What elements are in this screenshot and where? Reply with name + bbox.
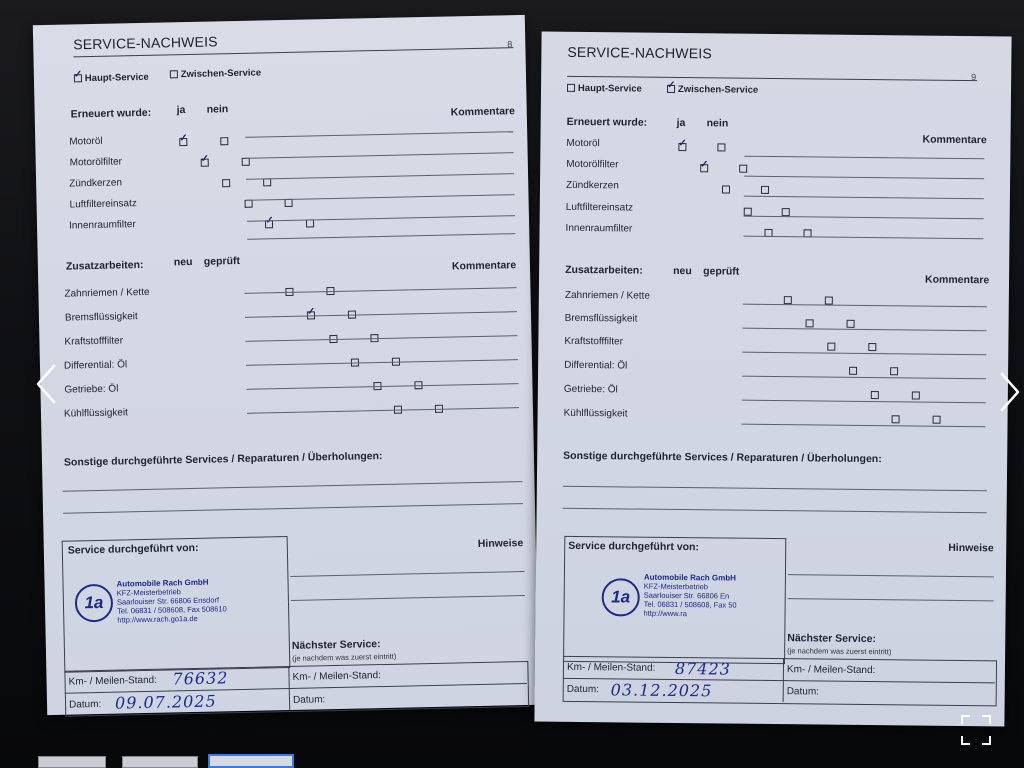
comment-line — [247, 407, 519, 414]
comment-line — [247, 233, 515, 240]
haupt-service-label: Haupt-Service — [84, 71, 149, 85]
checkbox-new[interactable] — [849, 367, 857, 375]
checkbox-yes[interactable] — [678, 143, 686, 151]
km-label: Km- / Meilen-Stand: — [68, 674, 158, 688]
col-new: neu — [673, 264, 692, 278]
stamp-line: Tel. 06831 / 508608, Fax 508610 — [117, 604, 227, 616]
booklet-page-right — [534, 32, 1011, 727]
service-type-zwischen — [170, 66, 261, 80]
stamp-name: Automobile Rach GmbH — [116, 577, 209, 589]
comment-header: Kommentare — [451, 259, 517, 273]
stamp-name: Automobile Rach GmbH — [643, 572, 736, 583]
comment-line — [743, 328, 987, 332]
checkbox-checked[interactable] — [933, 416, 941, 424]
renewed-header: Erneuert wurde: — [70, 106, 152, 121]
comment-line — [742, 352, 986, 356]
comment-line — [246, 152, 514, 159]
list-item: Bremsflüssigkeit — [564, 312, 638, 325]
haupt-service-label: Haupt-Service — [577, 82, 642, 95]
stamp-line: Saarlouiser Str. 66806 Ensdorf — [116, 595, 220, 607]
list-item: Zündkerzen — [565, 179, 619, 192]
list-item: Innenraumfilter — [68, 219, 136, 232]
col-new: neu — [173, 255, 193, 269]
thumbnail-active[interactable] — [208, 754, 294, 768]
other-services-line — [63, 503, 523, 514]
list-item: Zahnriemen / Kette — [564, 289, 650, 302]
garage-logo: 1a — [75, 584, 114, 623]
col-checked: geprüft — [203, 254, 241, 268]
list-item: Differential: Öl — [63, 359, 128, 372]
comment-header: Kommentare — [922, 133, 987, 147]
checkbox-checked[interactable] — [868, 343, 876, 351]
comment-line — [743, 236, 983, 240]
comment-line — [744, 216, 984, 220]
checkbox-no[interactable] — [220, 137, 228, 145]
zwischen-service-checkbox[interactable] — [667, 85, 675, 93]
list-item: Kraftstofffilter — [564, 335, 623, 348]
hints-label: Hinweise — [477, 537, 524, 551]
comment-line — [743, 304, 987, 308]
hints-line — [788, 598, 994, 601]
list-item: Getriebe: Öl — [563, 383, 618, 396]
checkbox-no[interactable] — [306, 220, 314, 228]
next-service-note: (je nachdem was zuerst eintritt) — [787, 646, 892, 657]
comment-line — [245, 311, 517, 318]
other-services-header: Sonstige durchgeführte Services / Reparaturen / Überholungen: — [63, 450, 383, 469]
list-item: Zündkerzen — [69, 177, 123, 190]
comment-line — [744, 196, 984, 200]
checkbox-no[interactable] — [739, 165, 747, 173]
comment-line — [246, 173, 514, 180]
date-value: 09.07.2025 — [114, 691, 217, 713]
page-number: 9 — [971, 72, 977, 83]
next-service-label: Nächster Service: — [291, 638, 381, 652]
comment-header: Kommentare — [924, 273, 990, 287]
thumbnail-strip — [0, 754, 1024, 768]
booklet-page-left — [33, 15, 539, 715]
zwischen-service-label: Zwischen-Service — [677, 83, 759, 96]
km-label: Km- / Meilen-Stand: — [566, 661, 656, 674]
zwischen-service-label: Zwischen-Service — [180, 67, 262, 81]
garage-stamp — [643, 573, 736, 619]
checkbox-yes[interactable] — [722, 186, 730, 194]
service-type-haupt — [567, 82, 642, 95]
haupt-service-checkbox[interactable] — [567, 84, 575, 92]
list-item: Bremsflüssigkeit — [64, 311, 138, 324]
list-item: Zahnriemen / Kette — [64, 286, 150, 300]
next-km-label: Km- / Meilen-Stand: — [292, 670, 382, 683]
col-yes: ja — [676, 116, 686, 130]
comment-line — [245, 335, 517, 342]
list-item: Kühlflüssigkeit — [563, 407, 628, 420]
checkbox-new[interactable] — [806, 320, 814, 328]
garage-stamp — [116, 577, 227, 624]
checkbox-no[interactable] — [241, 158, 249, 166]
comment-line — [742, 400, 986, 404]
comment-line — [245, 131, 513, 138]
next-image-button[interactable] — [998, 368, 1022, 416]
stamp-line: http://www.ra — [643, 608, 687, 619]
col-no: nein — [706, 117, 729, 130]
haupt-service-checkbox[interactable] — [74, 74, 82, 82]
other-services-header: Sonstige durchgeführte Services / Reparaturen / Überholungen: — [563, 449, 882, 466]
checkbox-no[interactable] — [263, 178, 271, 186]
hints-line — [290, 571, 524, 577]
checkbox-no[interactable] — [761, 186, 769, 194]
list-item: Motorölfilter — [566, 158, 619, 171]
page-number: 8 — [507, 39, 513, 50]
stamp-line: Saarlouiser Str. 66806 En — [643, 590, 730, 601]
list-item: Kühlflüssigkeit — [63, 407, 129, 420]
next-service-label: Nächster Service: — [787, 632, 877, 646]
other-services-line — [63, 481, 523, 492]
checkbox-yes[interactable] — [179, 138, 187, 146]
list-item: Getriebe: Öl — [64, 383, 119, 396]
list-item: Innenraumfilter — [565, 222, 633, 235]
checkbox-yes[interactable] — [201, 159, 209, 167]
checkbox-no[interactable] — [285, 199, 293, 207]
list-item: Kraftstofffilter — [64, 335, 124, 348]
col-no: nein — [206, 103, 229, 116]
list-item: Motoröl — [69, 135, 103, 148]
next-date-label: Datum: — [292, 694, 326, 706]
next-service-note: (je nachdem was zuerst eintritt) — [292, 651, 397, 663]
extra-header: Zusatzarbeiten: — [65, 258, 144, 273]
checkbox-new[interactable] — [870, 391, 878, 399]
hints-line — [788, 574, 994, 577]
renewed-header: Erneuert wurde: — [566, 115, 648, 129]
thumbnail[interactable] — [122, 756, 198, 768]
expand-icon — [958, 712, 994, 748]
list-item: Motorölfilter — [69, 156, 123, 169]
checkbox-checked[interactable] — [911, 392, 919, 400]
service-by-label: Service durchgeführt von: — [568, 539, 700, 554]
comment-line — [246, 359, 518, 366]
page-title: SERVICE-NACHWEIS — [73, 33, 218, 53]
checkbox-yes[interactable] — [244, 200, 252, 208]
zwischen-service-checkbox[interactable] — [170, 70, 178, 78]
service-type-haupt — [74, 71, 149, 85]
chevron-right-icon — [998, 368, 1022, 416]
title-rule — [567, 76, 977, 81]
date-label: Datum: — [68, 698, 102, 711]
km-value: 76632 — [172, 668, 229, 689]
date-value: 03.12.2025 — [610, 680, 713, 701]
comment-line — [742, 376, 986, 380]
thumbnail[interactable] — [38, 756, 106, 768]
checkbox-yes[interactable] — [222, 179, 230, 187]
service-type-zwischen — [667, 83, 758, 96]
service-by-label: Service durchgeführt von: — [67, 541, 199, 557]
checkbox-new[interactable] — [827, 343, 835, 351]
comment-line — [247, 194, 515, 201]
other-services-line — [563, 486, 987, 491]
stamp-line: http://www.rach.go1a.de — [117, 613, 198, 625]
date-label: Datum: — [566, 683, 600, 696]
garage-logo: 1a — [602, 578, 640, 616]
hints-label: Hinweise — [948, 541, 994, 555]
checkbox-no[interactable] — [717, 144, 725, 152]
hints-line — [291, 595, 525, 601]
comment-header: Kommentare — [450, 105, 516, 119]
list-item: Luftfiltereinsatz — [69, 198, 137, 211]
checkbox-checked[interactable] — [847, 320, 855, 328]
checkbox-new[interactable] — [892, 415, 900, 423]
next-km-label: Km- / Meilen-Stand: — [786, 664, 876, 677]
stamp-line: KFZ-Meisterbetrieb — [116, 587, 182, 598]
stamp-line: KFZ-Meisterbetrieb — [643, 581, 709, 592]
page-title: SERVICE-NACHWEIS — [567, 43, 713, 62]
list-item: Differential: Öl — [564, 359, 628, 372]
other-services-line — [563, 508, 987, 513]
next-date-label: Datum: — [786, 686, 820, 698]
list-item: Luftfiltereinsatz — [565, 201, 634, 214]
stamp-line: Tel. 06831 / 508608, Fax 50 — [643, 599, 737, 610]
list-item: Motoröl — [566, 137, 600, 150]
comment-line — [742, 424, 986, 428]
checkbox-checked[interactable] — [890, 367, 898, 375]
col-checked: geprüft — [703, 265, 740, 278]
comment-line — [247, 215, 515, 222]
col-yes: ja — [176, 104, 186, 117]
prev-image-button[interactable] — [34, 360, 58, 408]
km-value: 87423 — [674, 658, 731, 679]
chevron-left-icon — [34, 360, 58, 408]
comment-line — [246, 383, 518, 390]
comment-line — [744, 156, 984, 160]
checkbox-yes[interactable] — [265, 220, 273, 228]
fullscreen-button[interactable] — [958, 712, 994, 748]
extra-header: Zusatzarbeiten: — [565, 263, 643, 277]
comment-line — [744, 176, 984, 180]
checkbox-yes[interactable] — [700, 164, 708, 172]
